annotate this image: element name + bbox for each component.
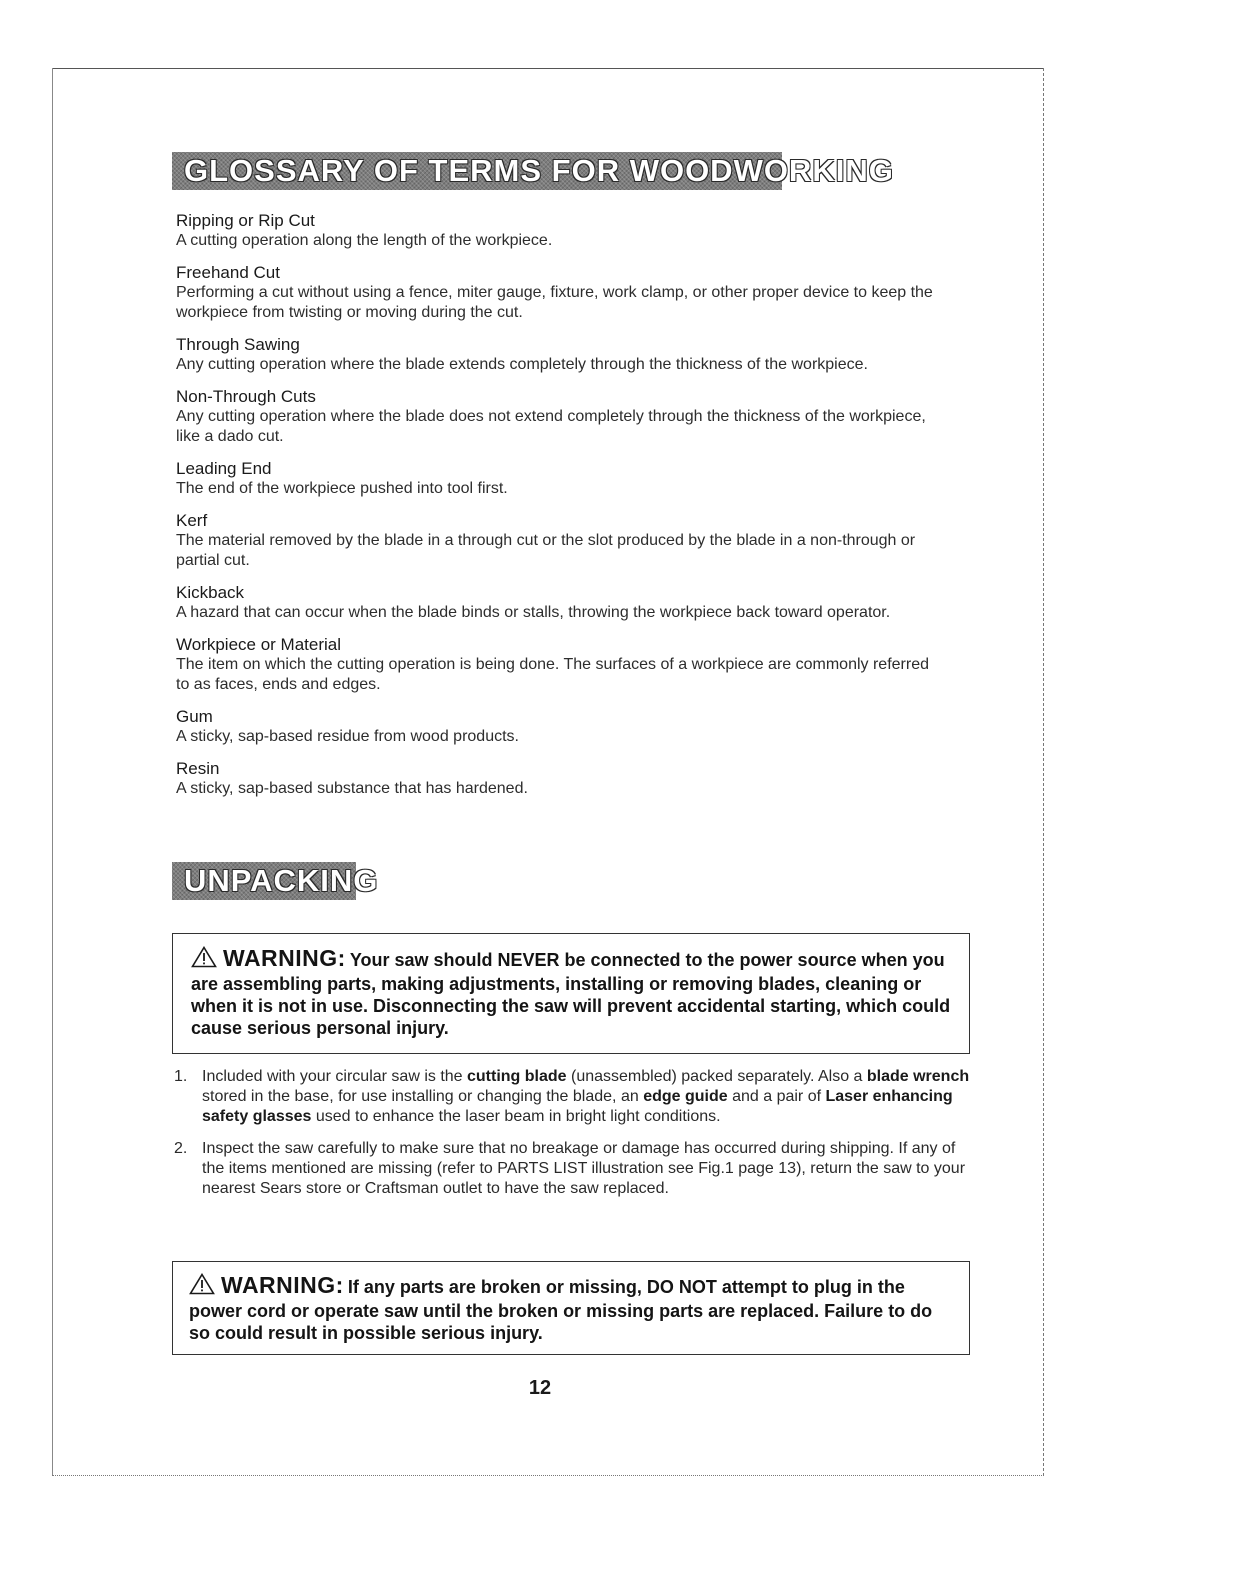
page-number: 12 <box>528 1377 552 1399</box>
glossary-definition: The material removed by the blade in a through cut or the slot produced by the blade in a non-through or partial cut. <box>176 532 916 569</box>
glossary-definition: A sticky, sap-based residue from wood products. <box>176 728 519 745</box>
step-text: Included with your circular saw is the <box>202 1068 467 1085</box>
step-text: (unassembled) packed separately. Also a <box>566 1068 867 1085</box>
list-item <box>172 1067 972 1127</box>
warning-text: Your saw should NEVER be connected to the power source when you are assembling parts, making adjustments, installing or removing blades, cleaning or when it is not in use. Disconnecting the saw will prevent accidental starting, which could cause serious personal injury. <box>191 950 951 1038</box>
glossary-term: Resin <box>176 759 220 778</box>
warning-box <box>172 933 970 1054</box>
step-highlight: edge guide <box>643 1088 728 1105</box>
glossary-term: Gum <box>176 707 213 726</box>
glossary-term: Through Sawing <box>176 335 300 354</box>
glossary-entry <box>176 706 936 747</box>
glossary-term: Leading End <box>176 459 272 478</box>
step-text: and a pair of <box>727 1088 826 1105</box>
glossary-entry <box>176 386 936 447</box>
glossary-definition: A cutting operation along the length of the workpiece. <box>176 232 553 249</box>
glossary-term: Workpiece or Material <box>176 635 342 654</box>
glossary-term: Kerf <box>176 511 208 530</box>
step-highlight: cutting blade <box>467 1068 567 1085</box>
glossary-section-heading: GLOSSARY OF TERMS FOR WOODWORKING <box>172 152 782 190</box>
glossary-definition: The item on which the cutting operation is being done. The surfaces of a workpiece are commonly referred to as faces, ends and edges. <box>176 656 929 693</box>
glossary-term: Non-Through Cuts <box>176 387 316 406</box>
step-text: stored in the base, for use installing or changing the blade, an <box>202 1088 644 1105</box>
step-text: used to enhance the laser beam in bright light conditions. <box>311 1108 721 1125</box>
step-highlight: Laser enhancing safety glasses <box>202 1088 953 1125</box>
glossary-entry <box>176 458 936 499</box>
warning-title: WARNING: <box>223 945 346 971</box>
unpacking-section-heading: UNPACKING <box>172 862 356 900</box>
glossary-entry <box>176 510 936 571</box>
step-number: 1. <box>174 1068 188 1085</box>
step-number: 2. <box>174 1140 188 1157</box>
warning-triangle-icon <box>191 946 217 973</box>
glossary-term: Ripping or Rip Cut <box>176 211 315 230</box>
page-border-left <box>52 68 53 1476</box>
glossary-entry <box>176 758 936 799</box>
glossary-definition: Any cutting operation where the blade does not extend completely through the thickness of the workpiece, like a dado cut. <box>176 408 926 445</box>
glossary-entry <box>176 262 936 323</box>
unpacking-steps <box>172 1067 972 1211</box>
glossary-term: Freehand Cut <box>176 263 280 282</box>
page-border-right <box>1043 68 1044 1476</box>
list-item <box>172 1139 972 1199</box>
warning-box <box>172 1261 970 1355</box>
glossary-list <box>176 210 936 810</box>
warning-triangle-icon <box>189 1273 215 1300</box>
glossary-definition: Any cutting operation where the blade extends completely through the thickness of the workpiece. <box>176 356 868 373</box>
glossary-term: Kickback <box>176 583 245 602</box>
warning-text: If any parts are broken or missing, DO NOT attempt to plug in the power cord or operate saw until the broken or missing parts are replaced. Failure to do so could result in possible serious injury. <box>189 1277 933 1343</box>
glossary-entry <box>176 210 936 251</box>
page-border-top <box>52 68 1044 69</box>
glossary-entry <box>176 634 936 695</box>
warning-title: WARNING: <box>221 1272 344 1298</box>
glossary-definition: The end of the workpiece pushed into tool first. <box>176 480 508 497</box>
glossary-entry <box>176 334 936 375</box>
step-text: Inspect the saw carefully to make sure that no breakage or damage has occurred during shipping. If any of the items mentioned are missing (refer to PARTS LIST illustration see Fig.1 page 13), return the saw to your nearest Sears store or Craftsman outlet to have the saw replaced. <box>202 1140 966 1197</box>
step-highlight: blade wrench <box>866 1068 970 1085</box>
glossary-definition: A sticky, sap-based substance that has hardened. <box>176 780 528 797</box>
glossary-definition: A hazard that can occur when the blade binds or stalls, throwing the workpiece back toward operator. <box>176 604 891 621</box>
page-border-bottom <box>52 1475 1044 1476</box>
glossary-entry <box>176 582 936 623</box>
glossary-definition: Performing a cut without using a fence, miter gauge, fixture, work clamp, or other proper device to keep the workpiece from twisting or moving during the cut. <box>176 284 933 321</box>
